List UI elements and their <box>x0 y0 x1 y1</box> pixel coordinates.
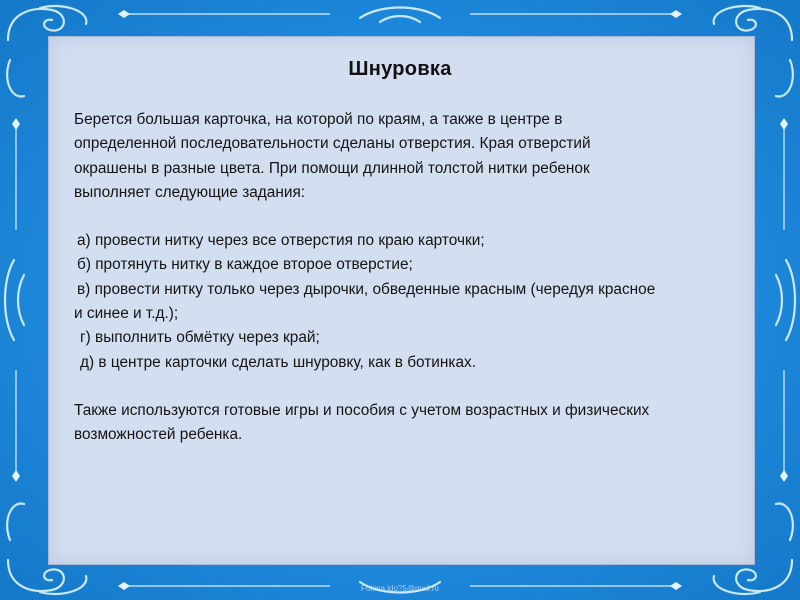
task-item: д) в центре карточки сделать шнуровку, как в ботинках. <box>80 353 476 371</box>
spacer <box>74 205 774 229</box>
closing-line: возможностей ребенка. <box>74 426 243 444</box>
task-item: а) провести нитку через все отверстия по краю карточки; <box>77 232 485 250</box>
task-item: б) протянуть нитку в каждое второе отверстие; <box>77 256 413 274</box>
task-item: г) выполнить обмётку через край; <box>80 329 320 347</box>
intro-line: Берется большая карточка, на которой по краям, а также в центре в <box>74 111 563 128</box>
task-item-continuation: и синее и т.д.); <box>74 305 179 323</box>
slide-title: Шнуровка <box>348 58 452 80</box>
spacer <box>74 375 774 399</box>
intro-line: выполняет следующие задания: <box>74 183 306 201</box>
intro-line: окрашены в разные цвета. При помощи длинной толстой нитки ребенок <box>74 159 590 177</box>
slide-body <box>74 108 774 448</box>
closing-line: Также используются готовые игры и пособия с учетом возрастных и физических <box>74 401 650 419</box>
task-item: в) провести нитку только через дырочки, обведенные красным (чередуя красное <box>77 280 656 298</box>
intro-line: определенной последовательности сделаны отверстия. Края отверстий <box>74 135 591 153</box>
footer-email: Fokina.ldo?5@mail.ru <box>361 584 439 593</box>
